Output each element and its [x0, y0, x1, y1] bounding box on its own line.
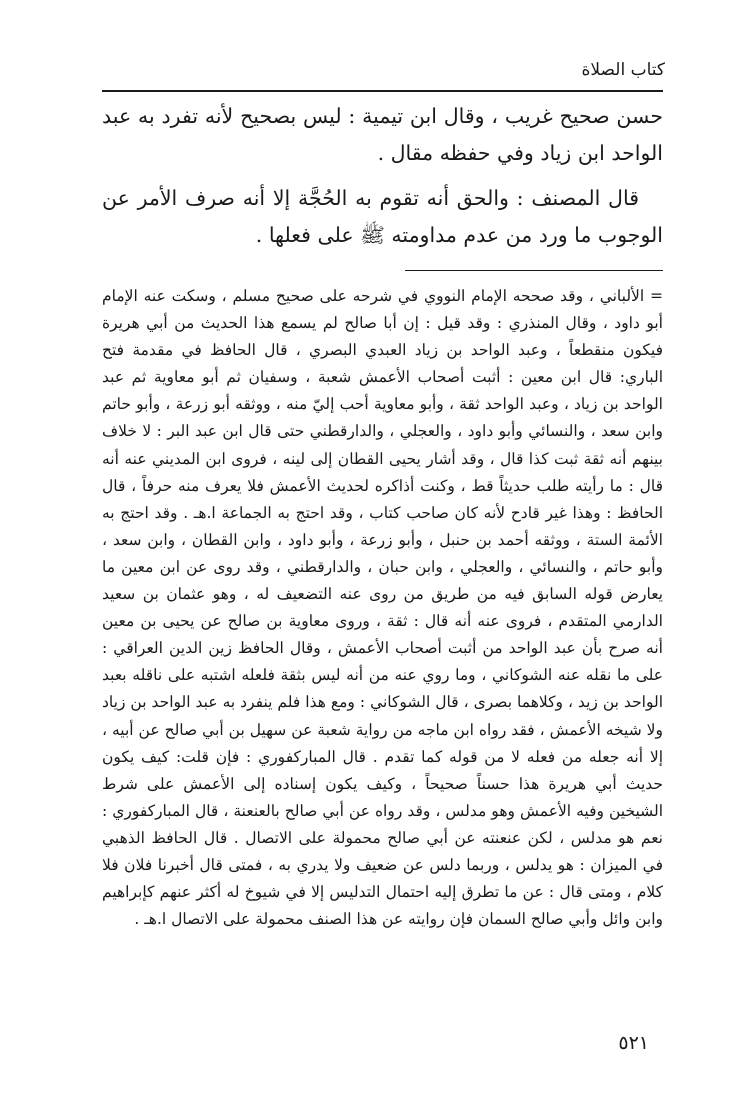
main-paragraph-1: حسن صحيح غريب ، وقال ابن تيمية : ليس بصحيح لأنه تفرد به عبد الواحد ابن زياد وفي حفظه مقال . — [102, 104, 663, 165]
main-text — [102, 98, 663, 254]
main-paragraph-2: قال المصنف : والحق أنه تقوم به الحُجَّة إلا أنه صرف الأمر عن الوجوب ما ورد من عدم مداومته ﷺ على فعلها . — [102, 186, 663, 247]
footnote-block — [102, 283, 663, 933]
running-title: كتاب الصلاة — [581, 60, 665, 80]
footnote-separator — [405, 270, 663, 271]
header-rule — [102, 90, 663, 92]
page-number: ٥٢١ — [618, 1032, 649, 1054]
footnote-text: = الألباني ، وقد صححه الإمام النووي في شرحه على صحيح مسلم ، وسكت عنه الإمام أبو داود ، وقال المنذري : وقد قيل : إن أبا صالح لم يسمع هذا الحديث من أبي هريرة فيكون منقطعاً ، وعبد الواحد بن زياد العبدي البصري ، قال الحافظ في مقدمة فتح الباري: قال ابن معين : أثبت أصحاب الأعمش شعبة ، وسفيان ثم أبو معاوية ثم عبد الواحد بن زياد ، وعبد الواحد ثقة ، وأبو معاوية أحب إليّ منه ، ووثقه أبو زرعة ، وأبو حاتم وابن سعد ، والنسائي وأبو داود ، والعجلي ، والدارقطني حتى قال ابن عبد البر : لا خلاف بينهم أنه ثقة ثبت كذا قال ، وقد أشار يحيى القطان إلى لينه ، فروى ابن المديني عنه أنه قال : ما رأيته طلب حديثاً قط ، وكنت أذاكره لحديث الأعمش فلا يعرف منه حرفاً ، قال الحافظ : وهذا غير قادح لأنه كان صاحب كتاب ، وقد احتج به الجماعة ا.هـ . وقد احتج به الأئمة الستة ، ووثقه أحمد بن حنبل ، وأبو زرعة ، وأبو داود ، وابن القطان ، وابن سعد ، وأبو حاتم ، والنسائي ، والعجلي ، وابن حبان ، والدارقطني ، وقد روى عن ابن معين ما يعارض قوله السابق فيه من طريق من روى عنه التضعيف له ، وهو عثمان بن سعيد الدارمي المتقدم ، فروى عنه أنه قال : ثقة ، وروى معاوية بن صالح عن يحيى بن معين أنه صرح بأن عبد الواحد من أثبت أصحاب الأعمش ، وقال الحافظ زين الدين العراقي : على ما نقله عنه الشوكاني ، وما روي عنه من أنه ليس بثقة فلعله اشتبه على ناقله بعبد الواحد بن زيد ، وكلاهما بصرى ، قال الشوكاني : ومع هذا فلم ينفرد به عبد الواحد بن زياد ولا شيخه الأعمش ، فقد رواه ابن ماجه من رواية شعبة عن سهيل بن أبي صالح عن أبيه ، إلا أنه جعله من فعله لا من قوله كما تقدم . قال المباركفوري : فإن قلت: كيف يكون حديث أبي هريرة هذا حسناً صحيحاً ، وكيف يكون إسناده إلى الأعمش على شرط الشيخين وفيه الأعمش وهو مدلس ، وقد رواه عن أبي صالح بالعنعنة ، قال المباركفوري : نعم هو مدلس ، لكن عنعنته عن أبي صالح محمولة على الاتصال . قال الحافظ الذهبي في الميزان : هو يدلس ، وربما دلس عن ضعيف ولا يدري به ، فمتى قال أخبرنا فلان فلا كلام ، ومتى قال : عن ما تطرق إليه احتمال التدليس إلا في شيوخ له أكثر عنهم كإبراهيم وابن وائل وأبي صالح السمان فإن روايته عن هذا الصنف محمولة على الاتصال ا.هـ . — [102, 287, 663, 929]
